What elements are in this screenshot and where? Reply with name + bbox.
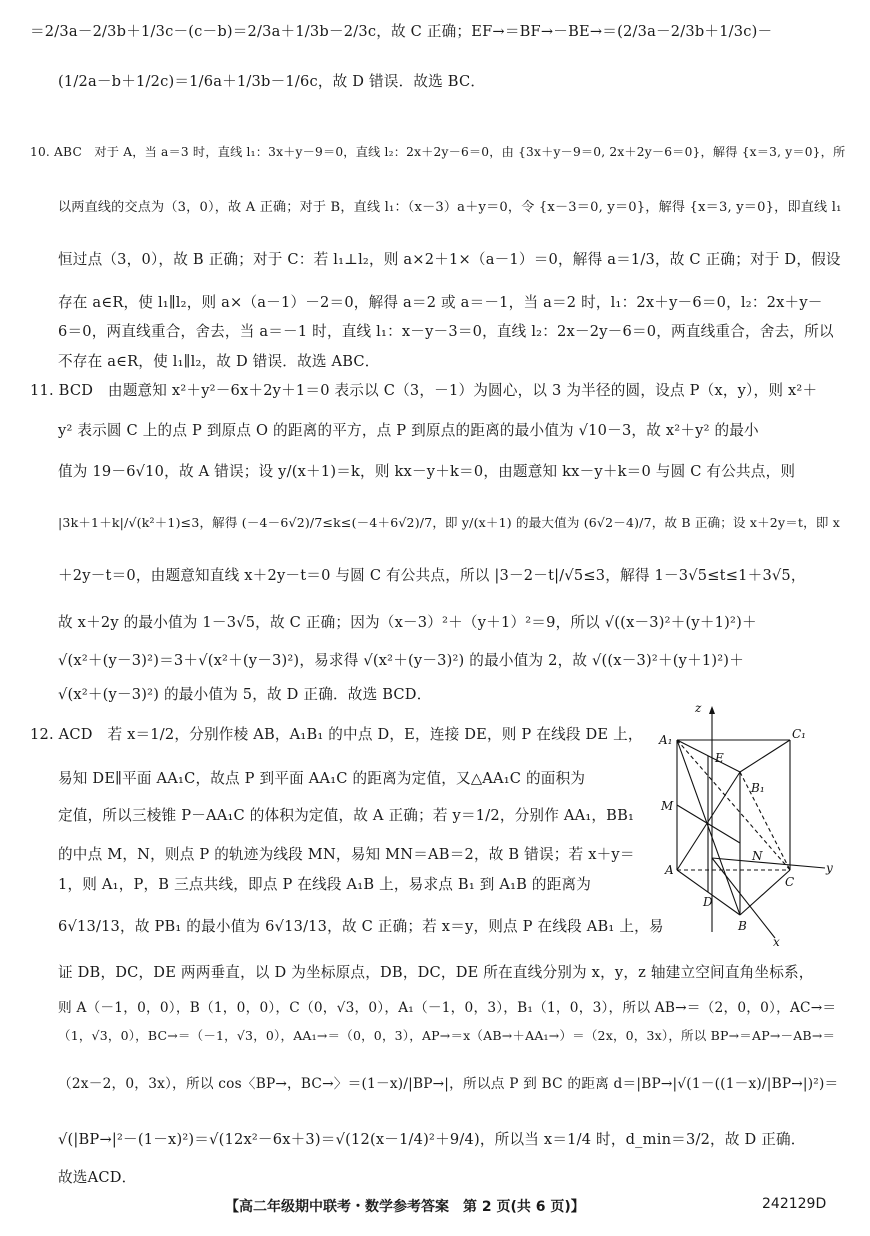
answer-line: （2x－2，0，3x），所以 cos〈BP→，BC→〉＝(1－x)/|BP→|，所以点 P 到 BC 的距离 d＝|BP→|√(1－((1－x)/|BP→|)²)＝ <box>58 1076 839 1092</box>
answer-line: 故选ACD． <box>58 1169 137 1186</box>
answer-line: ＝2/3a－2/3b＋1/3c－(c－b)＝2/3a＋1/3b－2/3c，故 C 正确；EF→＝BF→－BE→＝(2/3a－2/3b＋1/3c)－ <box>30 23 773 40</box>
answer-line: |3k＋1＋k|/√(k²＋1)≤3，解得 (－4－6√2)/7≤k≤(－4＋6√2)/7，即 y/(x＋1) 的最大值为 (6√2－4)/7，故 B 正确；设 x＋2y＝t，即 x <box>58 515 840 530</box>
label-D: D <box>703 895 713 909</box>
answer-line: 11. BCD 由题意知 x²＋y²－6x＋2y＋1＝0 表示以 C（3，－1）为圆心，以 3 为半径的圆，设点 P（x，y），则 x²＋ <box>30 382 818 399</box>
answer-line: 故 x＋2y 的最小值为 1－3√5，故 C 正确；因为（x－3）²＋（y＋1）²＝9，所以 √((x－3)²＋(y＋1)²)＋ <box>58 614 757 631</box>
answer-line: 6＝0，两直线重合，舍去，当 a＝－1 时，直线 l₁：x－y－3＝0，直线 l₂：2x－2y－6＝0，两直线重合，舍去，所以 <box>58 323 834 340</box>
label-x: x <box>773 935 780 949</box>
answer-line: 的中点 M，N，则点 P 的轨迹为线段 MN，易知 MN＝AB＝2，故 B 错误；若 x＋y＝ <box>58 846 635 863</box>
page-footer: 【高二年级期中联考・数学参考答案 第 2 页(共 6 页)】 <box>225 1199 585 1215</box>
answer-line: 6√13/13，故 PB₁ 的最小值为 6√13/13，故 C 正确；若 x＝y，则点 P 在线段 AB₁ 上，易 <box>58 918 664 935</box>
label-B1: B₁ <box>751 781 765 795</box>
answer-line: 恒过点（3，0），故 B 正确；对于 C：若 l₁⊥l₂，则 a×2＋1×（a－1）＝0，解得 a＝1/3，故 C 正确；对于 D，假设 <box>58 251 841 268</box>
answer-line: (1/2a－b＋1/2c)＝1/6a＋1/3b－1/6c，故 D 错误．故选 BC． <box>58 73 486 90</box>
answer-line: 值为 19－6√10，故 A 错误；设 y/(x＋1)＝k，则 kx－y＋k＝0，由题意知 kx－y＋k＝0 与圆 C 有公共点，则 <box>58 463 796 480</box>
answer-line: 存在 a∈R，使 l₁∥l₂，则 a×（a－1）－2＝0，解得 a＝2 或 a＝－1，当 a＝2 时，l₁：2x＋y－6＝0，l₂：2x＋y－ <box>58 294 823 311</box>
label-C1: C₁ <box>792 727 806 741</box>
label-y: y <box>826 861 833 875</box>
answer-line: √(x²＋(y－3)²)＝3＋√(x²＋(y－3)²)，易求得 √(x²＋(y－3)²) 的最小值为 2，故 √((x－3)²＋(y＋1)²)＋ <box>58 652 744 669</box>
answer-line: y² 表示圆 C 上的点 P 到原点 O 的距离的平方，点 P 到原点的距离的最小值为 √10－3，故 x²＋y² 的最小 <box>58 422 759 439</box>
label-C: C <box>785 875 795 889</box>
answer-line: √(x²＋(y－3)²) 的最小值为 5，故 D 正确．故选 BCD． <box>58 686 432 703</box>
y-axis <box>712 858 825 868</box>
prism-diagram <box>655 700 840 950</box>
label-N: N <box>752 849 763 863</box>
label-A1: A₁ <box>659 733 673 747</box>
label-B: B <box>738 919 747 933</box>
label-A: A <box>665 863 674 877</box>
prism-figure <box>655 700 840 950</box>
label-z: z <box>695 701 702 715</box>
answer-line: 10. ABC 对于 A，当 a＝3 时，直线 l₁：3x＋y－9＝0，直线 l₂：2x＋2y－6＝0，由 {3x＋y－9＝0, 2x＋2y－6＝0}，解得 {x＝3, y＝0}，所 <box>30 145 846 159</box>
answer-line: 以两直线的交点为（3，0），故 A 正确；对于 B，直线 l₁：（x－3）a＋y＝0，令 {x－3＝0, y＝0}，解得 {x＝3, y＝0}，即直线 l₁ <box>58 200 842 215</box>
answer-line: 则 A（－1，0，0），B（1，0，0），C（0，√3，0），A₁（－1，0，3），B₁（1，0，3），所以 AB→＝（2，0，0），AC→＝ <box>58 1000 837 1016</box>
document-code: 242129D <box>762 1196 827 1212</box>
answer-line: 不存在 a∈R，使 l₁∥l₂，故 D 错误．故选 ABC． <box>58 353 380 370</box>
label-E: E <box>715 751 724 765</box>
answer-line: 证 DB，DC，DE 两两垂直，以 D 为坐标原点，DB，DC，DE 所在直线分别为 x，y，z 轴建立空间直角坐标系， <box>58 964 814 981</box>
answer-line: √(|BP→|²－(1－x)²)＝√(12x²－6x＋3)＝√(12(x－1/4)²＋9/4)，所以当 x＝1/4 时，d_min＝3/2，故 D 正确． <box>58 1131 806 1148</box>
answer-line: ＋2y－t＝0，由题意知直线 x＋2y－t＝0 与圆 C 有公共点，所以 |3－2－t|/√5≤3，解得 1－3√5≤t≤1＋3√5， <box>58 567 806 584</box>
answer-line: 定值，所以三棱锥 P－AA₁C 的体积为定值，故 A 正确；若 y＝1/2，分别作 AA₁，BB₁ <box>58 807 635 824</box>
answer-line: （1，√3，0），BC→＝（－1，√3，0），AA₁→＝（0，0，3），AP→＝x（AB→＋AA₁→）＝（2x，0，3x），所以 BP→＝AP→－AB→＝ <box>58 1028 836 1043</box>
answer-line: 1，则 A₁，P，B 三点共线，即点 P 在线段 A₁B 上，易求点 B₁ 到 A₁B 的距离为 <box>58 876 592 893</box>
answer-line: 12. ACD 若 x＝1/2，分别作棱 AB，A₁B₁ 的中点 D，E，连接 DE，则 P 在线段 DE 上， <box>30 726 643 743</box>
answer-line: 易知 DE∥平面 AA₁C，故点 P 到平面 AA₁C 的距离为定值，又△AA₁C 的面积为 <box>58 770 586 787</box>
label-M: M <box>661 799 674 813</box>
